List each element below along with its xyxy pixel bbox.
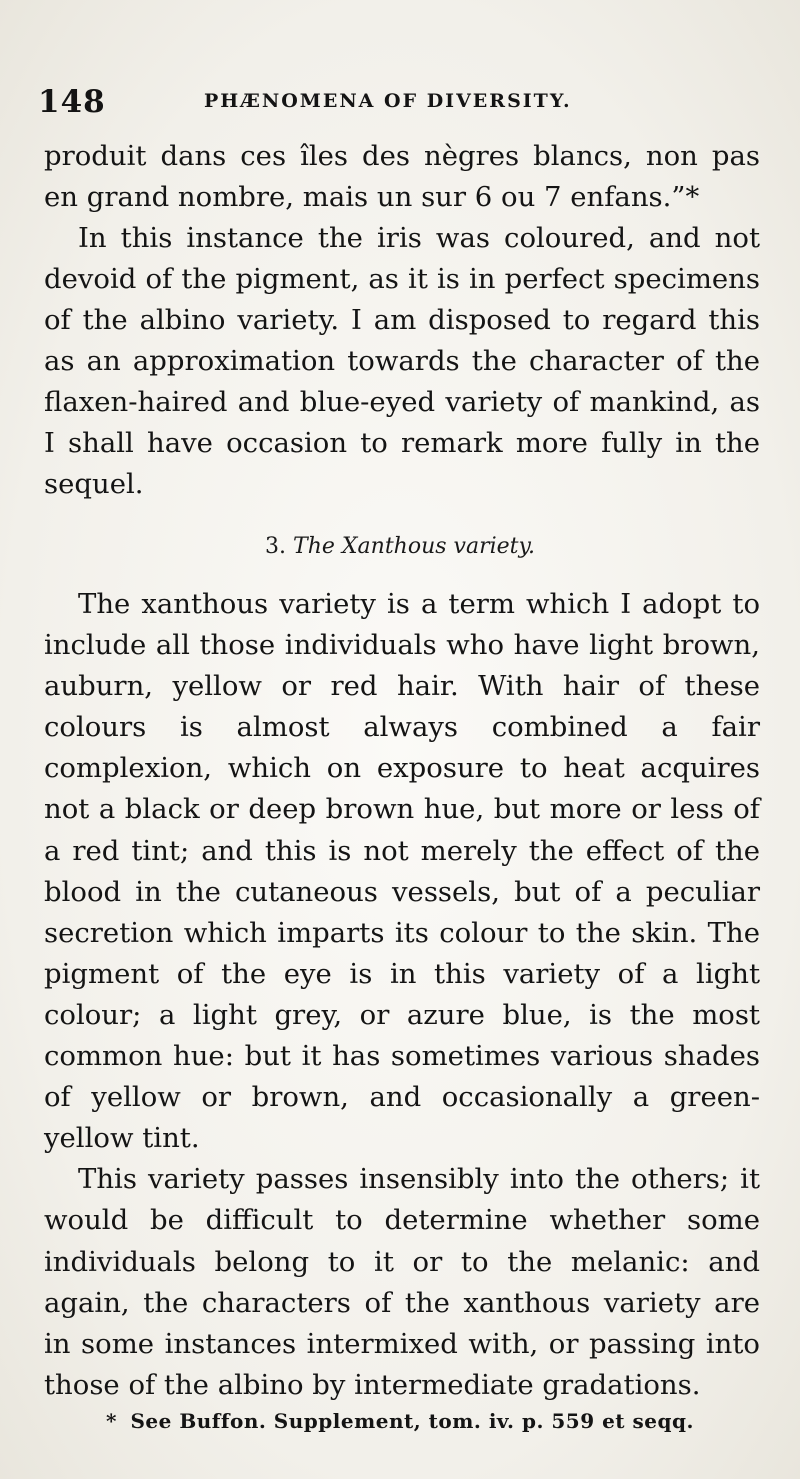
page-number: 148	[38, 84, 106, 120]
paragraph-xanthous-definition: The xanthous variety is a term which I adopt to include all those individuals who have light brown, auburn, yellow or red hair. With hair of these colours is almost always combined a fair complexion, which on exposure to heat acquires not a black or deep brown hue, but more or less of a red tint; and this is not merely the effect of the blood in the cutaneous vessels, but of a peculiar secretion which imparts its colour to the skin. The pigment of the eye is in this variety of a light colour; a light grey, or azure blue, is the most common hue: but it has sometimes various shades of yellow or brown, and occasionally a green-yellow tint.	[44, 588, 760, 1155]
section-title: The Xanthous variety.	[293, 534, 535, 559]
footnote	[0, 1409, 800, 1433]
page-header	[38, 84, 758, 124]
top-text-block	[44, 136, 760, 505]
footnote-marker: *	[106, 1409, 118, 1433]
section-number: 3.	[265, 534, 287, 559]
paragraph-continuation: produit dans ces îles des nègres blancs, non pas en grand nombre, mais un sur 6 ou 7 enfans.”*	[44, 140, 760, 213]
running-head: PHÆNOMENA OF DIVERSITY.	[204, 90, 572, 112]
paragraph-iris: In this instance the iris was coloured, and not devoid of the pigment, as it is in perfect specimens of the albino variety. I am disposed to regard this as an approximation towards the character of the flaxen-haired and blue-eyed variety of mankind, as I shall have occasion to remark more fully in the sequel.	[44, 222, 760, 500]
paragraph-xanthous-gradation: This variety passes insensibly into the others; it would be difficult to determine whether some individuals belong to it or to the melanic: and again, the characters of the xanthous variety are in some instances intermixed with, or passing into those of the albino by intermediate gradations.	[44, 1163, 760, 1401]
footnote-text: See Buffon. Supplement, tom. iv. p. 559 et seqq.	[130, 1409, 694, 1433]
section-heading	[0, 534, 800, 559]
bottom-text-block	[44, 584, 760, 1406]
